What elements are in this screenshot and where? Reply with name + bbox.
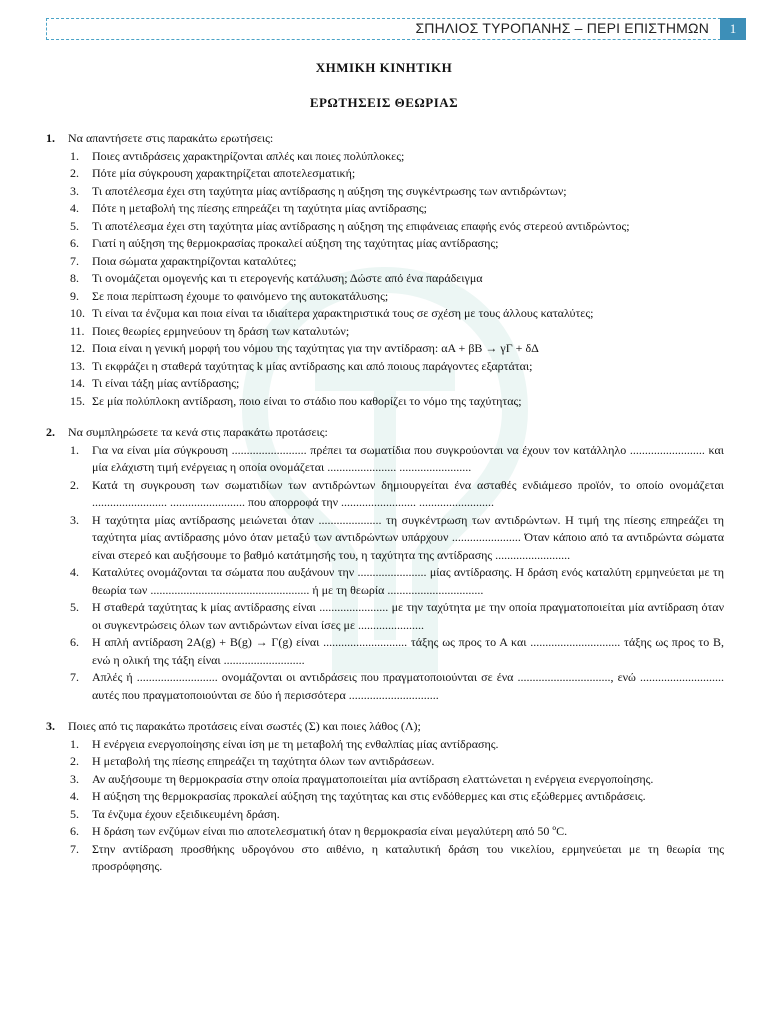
item-text: Γιατί η αύξηση της θερμοκρασίας προκαλεί αύξηση της ταχύτητας μίας αντίδρασης; bbox=[92, 236, 499, 250]
list-item bbox=[46, 393, 724, 411]
item-number: 3. bbox=[70, 771, 79, 786]
item-text: Ποιες θεωρίες ερμηνεύουν τη δράση των καταλυτών; bbox=[92, 323, 350, 338]
item-text: Η σταθερά ταχύτητας k μίας αντίδρασης είναι ....................... με την ταχύτητα με την οποία πραγματοποιείται μία αντίδραση όταν οι συγκεντρώσεις όλων των αντιδρώντων είναι ίσες με ...................... bbox=[92, 600, 724, 632]
list-item bbox=[46, 512, 724, 565]
item-text: Αν αυξήσουμε τη θερμοκρασία στην οποία πραγματοποιείται μία αντίδραση ελαττώνεται η ενέργεια ενεργοποίησης. bbox=[92, 771, 654, 786]
item-number: 5. bbox=[70, 806, 79, 821]
item-text: Ποια είναι η γενική μορφή του νόμου της ταχύτητας για την αντίδραση: αΑ + βΒ → γΓ + δΔ bbox=[92, 341, 539, 355]
list-item bbox=[46, 148, 724, 166]
item-text: Η ενέργεια ενεργοποίησης είναι ίση με τη μεταβολή της ενθαλπίας μίας αντίδρασης. bbox=[92, 736, 499, 751]
section-title: Ποιες από τις παρακάτω προτάσεις είναι σωστές (Σ) και ποιες λάθος (Λ); bbox=[68, 719, 421, 733]
item-number: 7. bbox=[70, 253, 79, 268]
list-item bbox=[46, 165, 724, 183]
list-item bbox=[46, 771, 724, 789]
list-item bbox=[46, 218, 724, 236]
list-item bbox=[46, 634, 724, 669]
header-title: ΣΠΗΛΙΟΣ ΤΥΡΟΠΑΝΗΣ – ΠΕΡΙ ΕΠΙΣΤΗΜΩΝ bbox=[415, 20, 709, 36]
item-text: Πότε μία σύγκρουση χαρακτηρίζεται αποτελεσματική; bbox=[92, 166, 356, 180]
item-number: 1. bbox=[70, 442, 79, 457]
page-header bbox=[46, 18, 746, 40]
item-number: 10. bbox=[70, 306, 85, 320]
list-item bbox=[46, 669, 724, 704]
item-text: Τι είναι τάξη μίας αντίδρασης; bbox=[92, 376, 240, 390]
item-text: Τι αποτέλεσμα έχει στη ταχύτητα μίας αντίδρασης η αύξηση της επιφάνειας επαφής ενός στερεού αντιδρώντος; bbox=[92, 218, 630, 233]
item-number: 4. bbox=[70, 789, 79, 803]
list-item bbox=[46, 564, 724, 599]
section-title: Να απαντήσετε στις παρακάτω ερωτήσεις: bbox=[68, 131, 274, 145]
item-number: 14. bbox=[70, 376, 85, 390]
item-text: Για να είναι μία σύγκρουση ......................... πρέπει τα σωματίδια που συγκρούονται να έχουν τον κατάλληλο ......................... και μία ελάχιστη τιμή ενέργειας η οποία ονομάζεται ....................... ........................ bbox=[92, 442, 724, 474]
list-item bbox=[46, 477, 724, 512]
list-item bbox=[46, 823, 724, 841]
list-item bbox=[46, 288, 724, 306]
list-item bbox=[46, 736, 724, 754]
item-number: 4. bbox=[70, 201, 79, 215]
list-item bbox=[46, 200, 724, 218]
item-text: Ποια σώματα χαρακτηρίζονται καταλύτες; bbox=[92, 253, 297, 268]
item-number: 6. bbox=[70, 824, 79, 838]
item-number: 5. bbox=[70, 600, 79, 614]
list-item bbox=[46, 375, 724, 393]
list-item bbox=[46, 183, 724, 201]
item-number: 4. bbox=[70, 565, 79, 579]
item-text: Τι είναι τα ένζυμα και ποια είναι τα ιδιαίτερα χαρακτηριστικά τους σε σχέση με τους άλλους καταλύτες; bbox=[92, 306, 594, 320]
list-item bbox=[46, 323, 724, 341]
item-text: Η δράση των ενζύμων είναι πιο αποτελεσματική όταν η θερμοκρασία είναι μεγαλύτερη από 50 ºC. bbox=[92, 824, 568, 838]
list-item bbox=[46, 340, 724, 358]
item-number: 9. bbox=[70, 288, 79, 303]
item-text: Σε ποια περίπτωση έχουμε το φαινόμενο της αυτοκατάλυσης; bbox=[92, 288, 389, 303]
document-subtitle: ΕΡΩΤΗΣΕΙΣ ΘΕΩΡΙΑΣ bbox=[309, 95, 459, 110]
list-item bbox=[46, 753, 724, 771]
item-number: 2. bbox=[70, 477, 79, 492]
section-3 bbox=[46, 718, 724, 876]
item-number: 3. bbox=[70, 183, 79, 198]
item-number: 13. bbox=[70, 358, 85, 373]
list-item bbox=[46, 305, 724, 323]
list-item bbox=[46, 806, 724, 824]
item-number: 6. bbox=[70, 635, 79, 649]
item-text: Η απλή αντίδραση 2Α(g) + Β(g) → Γ(g) είναι ............................ τάξης ως προς το Α και .............................. τάξης ως προς το Β, ενώ η ολική της τάξη είναι ........................... bbox=[92, 635, 724, 667]
list-item bbox=[46, 442, 724, 477]
item-number: 5. bbox=[70, 218, 79, 233]
section-number: 2. bbox=[46, 425, 55, 439]
page-number: 1 bbox=[720, 18, 746, 40]
item-text: Τι ονομάζεται ομογενής και τι ετερογενής κατάλυση; Δώστε από ένα παράδειγμα bbox=[92, 271, 483, 285]
item-number: 2. bbox=[70, 166, 79, 180]
question-list bbox=[46, 148, 724, 411]
item-number: 3. bbox=[70, 512, 79, 527]
list-item bbox=[46, 788, 724, 806]
item-text: Πότε η μεταβολή της πίεσης επηρεάζει τη ταχύτητα μίας αντίδρασης; bbox=[92, 201, 427, 215]
item-number: 6. bbox=[70, 236, 79, 250]
list-item bbox=[46, 270, 724, 288]
section-2 bbox=[46, 424, 724, 704]
item-text: Η μεταβολή της πίεσης επηρεάζει τη ταχύτητα όλων των αντιδράσεων. bbox=[92, 754, 435, 768]
item-text: Η ταχύτητα μίας αντίδρασης μειώνεται όταν ..................... τη συγκέντρωση των αντιδρώντων. Η τιμή της πίεσης επηρεάζει τη ταχύτητα μίας αντίδρασης μόνο όταν μεταξύ των αντιδρώντων υπάρχουν ....................... Όταν κάποιο από τα αντιδρώντα σώματα είναι στερεό και αυξήσουμε το βαθμό κατάτμησής του, η ταχύτητα της αντίδρασης ......................... bbox=[92, 512, 724, 562]
item-text: Η αύξηση της θερμοκρασίας προκαλεί αύξηση της ταχύτητας και στις ενδόθερμες και στις εξώθερμες αντιδράσεις. bbox=[92, 789, 646, 803]
item-text: Τα ένζυμα έχουν εξειδικευμένη δράση. bbox=[92, 806, 280, 821]
list-item bbox=[46, 235, 724, 253]
item-number: 1. bbox=[70, 736, 79, 751]
item-text: Ποιες αντιδράσεις χαρακτηρίζονται απλές και ποιες πολύπλοκες; bbox=[92, 148, 405, 163]
item-text: Κατά τη συγκρουση των σωματιδίων των αντιδρώντων δημιουργείται ένα ασταθές ενδιάμεσο προϊόν, το οποίο ονομάζεται ......................... ......................... που απορροφά την ......................... ......................... bbox=[92, 477, 724, 509]
item-text: Καταλύτες ονομάζονται τα σώματα που αυξάνουν την ....................... μίας αντίδρασης. Η δράση ενός καταλύτη ερμηνεύεται με τη θεωρία των ..................................................... ή με τη θεωρία ................................ bbox=[92, 565, 724, 597]
list-item bbox=[46, 358, 724, 376]
item-number: 12. bbox=[70, 341, 85, 355]
item-number: 7. bbox=[70, 670, 79, 684]
section-title: Να συμπληρώσετε τα κενά στις παρακάτω προτάσεις: bbox=[68, 425, 328, 439]
item-number: 2. bbox=[70, 754, 79, 768]
list-item bbox=[46, 253, 724, 271]
section-number: 3. bbox=[46, 719, 55, 733]
item-text: Τι εκφράζει η σταθερά ταχύτητας k μίας αντίδρασης και από ποιους παράγοντες εξαρτάται; bbox=[92, 358, 533, 373]
item-number: 15. bbox=[70, 393, 85, 408]
list-item bbox=[46, 599, 724, 634]
item-number: 8. bbox=[70, 271, 79, 285]
section-number: 1. bbox=[46, 131, 55, 145]
item-number: 1. bbox=[70, 148, 79, 163]
document-title: ΧΗΜΙΚΗ ΚΙΝΗΤΙΚΗ bbox=[315, 60, 453, 75]
item-text: Σε μία πολύπλοκη αντίδραση, ποιο είναι το στάδιο που καθορίζει το νόμο της ταχύτητας; bbox=[92, 393, 522, 408]
item-text: Τι αποτέλεσμα έχει στη ταχύτητα μίας αντίδρασης η αύξηση της συγκέντρωσης των αντιδρώντων; bbox=[92, 183, 567, 198]
section-1 bbox=[46, 130, 724, 410]
item-number: 11. bbox=[70, 323, 85, 338]
item-text: Απλές ή ........................... ονομάζονται οι αντιδράσεις που πραγματοποιούνται σε ένα ..............................., ενώ ............................ αυτές που πραγματοποιούνται σε δύο ή περισσότερα .............................. bbox=[92, 670, 724, 702]
item-text: Στην αντίδραση προσθήκης υδρογόνου στο αιθένιο, η καταλυτική δράση του νικελίου, ερμηνεύεται με τη θεωρία της προσρόφησης. bbox=[92, 841, 724, 873]
list-item bbox=[46, 841, 724, 876]
question-list bbox=[46, 736, 724, 876]
item-number: 7. bbox=[70, 841, 79, 856]
question-list bbox=[46, 442, 724, 705]
questions-content bbox=[46, 128, 724, 890]
